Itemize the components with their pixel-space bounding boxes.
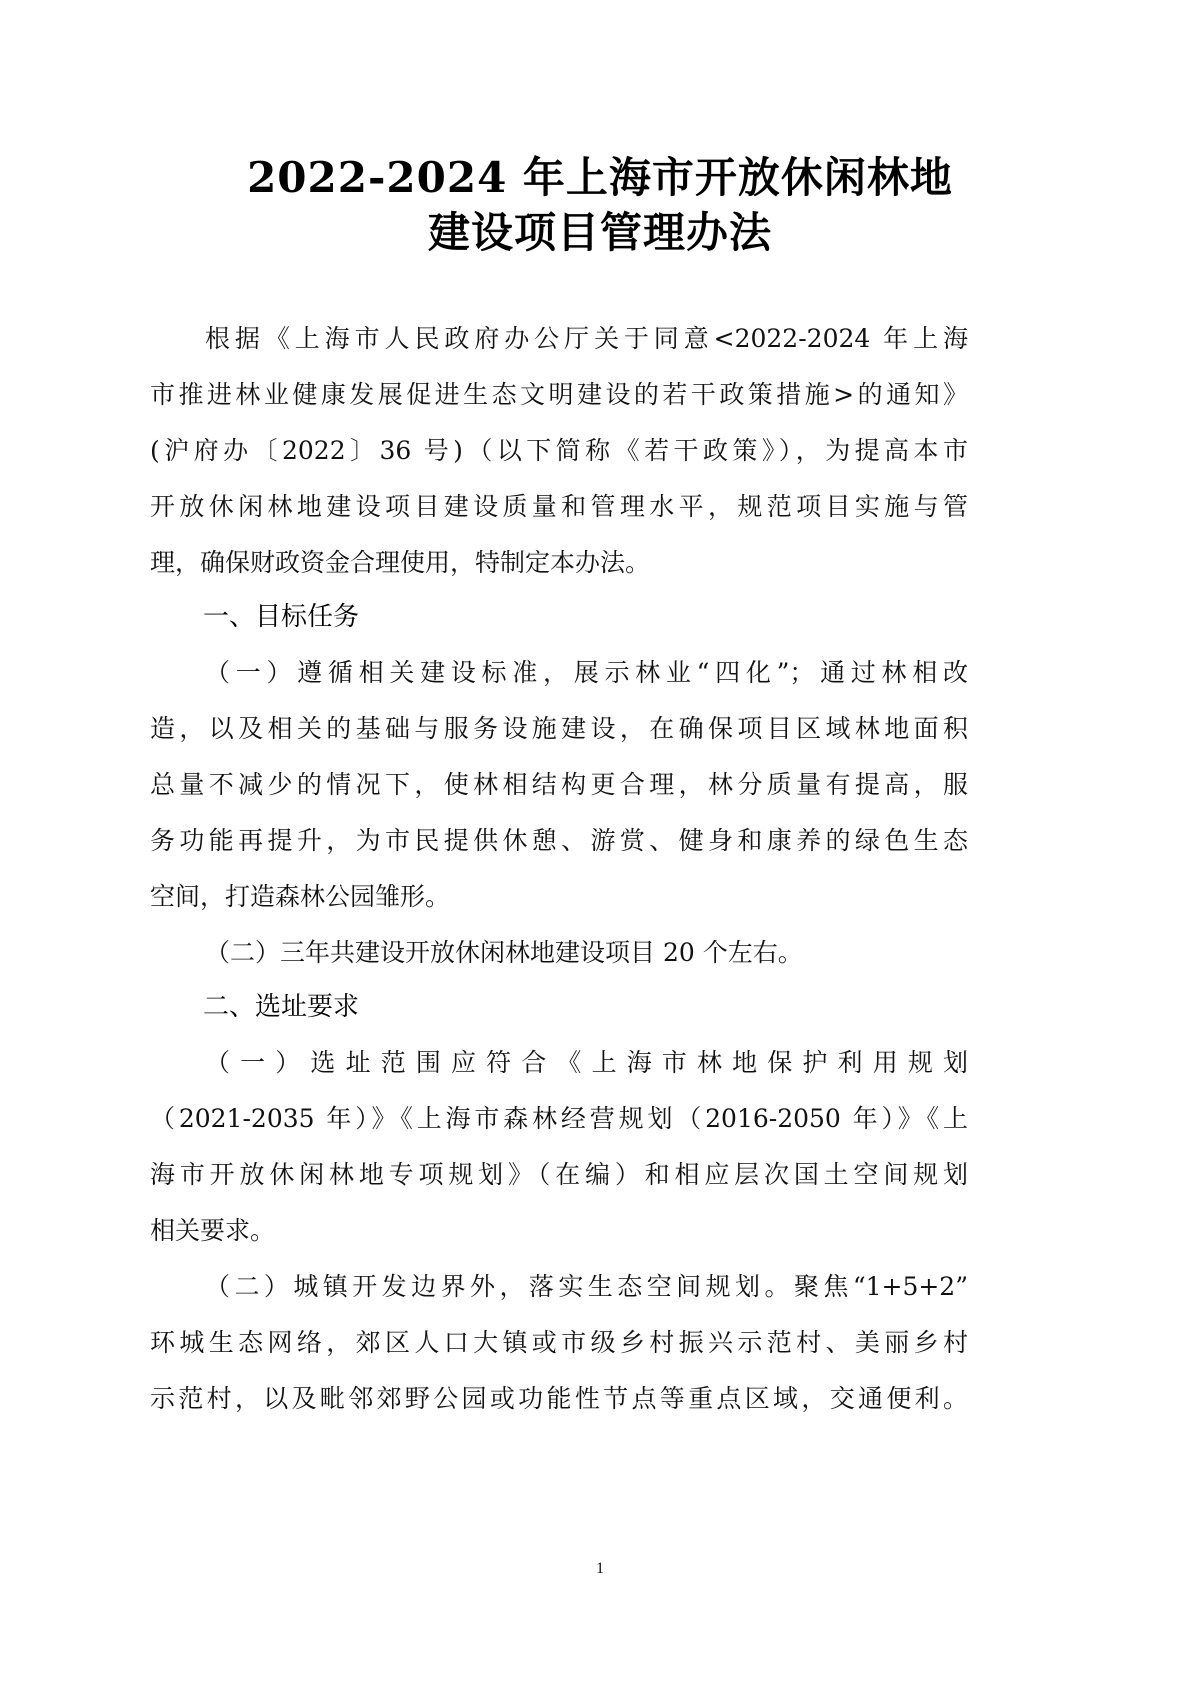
paragraph-line: 空间，打造森林公园雏形。 (150, 882, 451, 911)
preamble-line: 根据《上海市人民政府办公厅关于同意<2022-2024 年上海 (205, 324, 968, 353)
paragraph-line: 总量不减少的情况下，使林相结构更合理，林分质量有提高，服 (150, 770, 968, 799)
paragraph-line: 务功能再提升，为市民提供休憩、游赏、健身和康养的绿色生态 (150, 826, 968, 855)
paragraph-line: 海市开放休闲林地专项规划》（在编）和相应层次国土空间规划 (150, 1160, 968, 1189)
paragraph-line: （一）遵循相关建设标准，展示林业“四化”；通过林相改 (205, 658, 968, 687)
preamble-line: (沪府办〔2022〕36 号)（以下简称《若干政策》），为提高本市 (150, 436, 968, 465)
section-heading-goals: 一、目标任务 (203, 602, 360, 632)
preamble-line: 市推进林业健康发展促进生态文明建设的若干政策措施>的通知》 (150, 380, 968, 409)
paragraph-line: 示范村，以及毗邻郊野公园或功能性节点等重点区域，交通便利。 (150, 1384, 968, 1413)
paragraph-line: （二）三年共建设开放休闲林地建设项目 20 个左右。 (205, 938, 803, 967)
section-heading-site-selection: 二、选址要求 (203, 992, 360, 1022)
document-title-line-2: 建设项目管理办法 (427, 208, 772, 257)
paragraph-line: （二）城镇开发边界外，落实生态空间规划。聚焦“1+5+2” (205, 1272, 968, 1301)
paragraph-line: （一）选址范围应符合《上海市林地保护利用规划 (205, 1048, 968, 1077)
preamble-line: 开放休闲林地建设项目建设质量和管理水平，规范项目实施与管 (150, 492, 968, 521)
document-title-line-1: 2022-2024 年上海市开放休闲林地 (247, 153, 953, 202)
preamble-line: 理，确保财政资金合理使用，特制定本办法。 (150, 548, 651, 577)
paragraph-line: 相关要求。 (150, 1216, 276, 1245)
paragraph-line: （2021-2035 年）》《上海市森林经营规划（2016-2050 年）》《上 (150, 1104, 968, 1133)
page-number: 1 (596, 1560, 604, 1577)
paragraph-line: 环城生态网络，郊区人口大镇或市级乡村振兴示范村、美丽乡村 (150, 1328, 968, 1357)
paragraph-line: 造，以及相关的基础与服务设施建设，在确保项目区域林地面积 (150, 714, 968, 743)
